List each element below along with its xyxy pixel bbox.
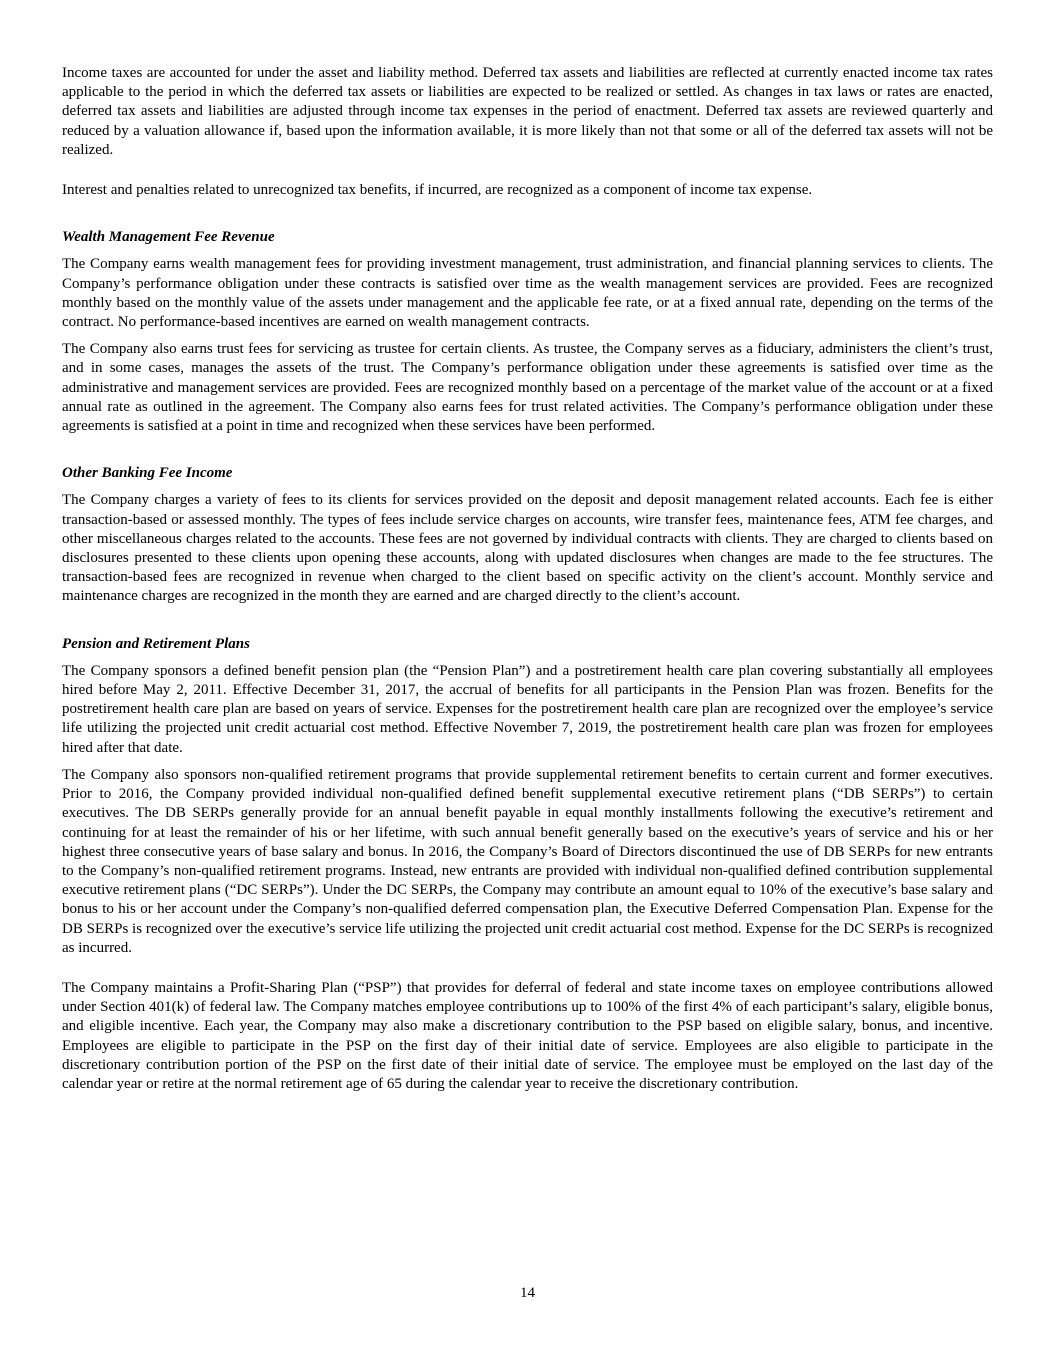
interest-penalties-paragraph: Interest and penalties related to unrecognized tax benefits, if incurred, are recognized as a component of income tax expense. bbox=[62, 182, 813, 199]
wealth-management-paragraph: The Company earns wealth management fees for providing investment management, trust administration, and financial planning services to clients. The Company’s performance obligation under these contracts is satisfied over time as the wealth management services are provided. Fees are recognized monthly based on the monthly value of the assets under management and the applicable fee rate, or at a fixed annual rate, depending on the terms of the contract. No performance-based incentives are earned on wealth management contracts. bbox=[62, 256, 993, 331]
page-number: 14 bbox=[520, 1285, 535, 1301]
pension-heading: Pension and Retirement Plans bbox=[62, 635, 250, 652]
profit-sharing-paragraph: The Company maintains a Profit-Sharing Plan (“PSP”) that provides for deferral of federal and state income taxes on employee contributions allowed under Section 401(k) of federal law. The Company matches employee contributions up to 100% of the first 4% of each participant’s salary, eligible bonus, and eligible incentive. Each year, the Company may also make a discretionary contribution to the PSP based on eligible salary, bonus, and incentive. Employees are eligible to participate in the PSP on the first day of their initial date of service. Employees are also eligible to participate in the discretionary contribution portion of the PSP on the first date of their initial date of service. The employee must be employed on the last day of the calendar year or retire at the normal retirement age of 65 during the calendar year to receive the discretionary contribution. bbox=[62, 979, 993, 1092]
other-banking-heading: Other Banking Fee Income bbox=[62, 465, 233, 482]
trust-fees-paragraph: The Company also earns trust fees for servicing as trustee for certain clients. As trustee, the Company serves as a fiduciary, administers the client’s trust, and in some cases, manages the assets of the trust. The Company’s performance obligation under these agreements is satisfied over time as the administrative and management services are provided. Fees are recognized monthly based on a percentage of the market value of the account or at a fixed annual rate as outlined in the agreement. The Company also earns fees for trust related activities. The Company’s performance obligation under these agreements is satisfied at a point in time and recognized when these services have been performed. bbox=[62, 341, 993, 435]
other-banking-paragraph: The Company charges a variety of fees to its clients for services provided on the deposit and deposit management related accounts. Each fee is either transaction-based or assessed monthly. The types of fees include service charges on accounts, wire transfer fees, maintenance fees, ATM fee charges, and other miscellaneous charges related to the accounts. These fees are not governed by individual contracts with clients. They are charged to clients based on disclosures presented to these clients upon opening these accounts, along with updated disclosures when changes are made to the fee structures. The transaction-based fees are recognized in revenue when charged to the client based on specific activity on the client’s account. Monthly service and maintenance charges are recognized in the month they are earned and are charged directly to the client’s account. bbox=[62, 492, 993, 605]
document-page bbox=[62, 64, 993, 1094]
serp-paragraph: The Company also sponsors non-qualified retirement programs that provide supplemental retirement benefits to certain current and former executives. Prior to 2016, the Company provided individual non-qualified defined benefit supplemental executive retirement plans (“DB SERPs”) to certain executives. The DB SERPs generally provide for an annual benefit payable in equal monthly installments following the executive’s retirement and continuing for at least the remainder of his or her lifetime, with such annual benefit generally based on the executive’s years of service and his or her highest three consecutive years of base salary and bonus. In 2016, the Company’s Board of Directors discontinued the use of DB SERPs for new entrants to the Company’s non-qualified retirement programs. Instead, new entrants are provided with individual non-qualified defined contribution supplemental executive retirement plans (“DC SERPs”). Under the DC SERPs, the Company may contribute an amount equal to 10% of the executive’s base salary and bonus to his or her account under the Company’s non-qualified deferred compensation plan, the Executive Deferred Compensation Plan. Expense for the DB SERPs is recognized over the executive’s service life utilizing the projected unit credit actuarial cost method. Expense for the DC SERPs is recognized as incurred. bbox=[62, 766, 993, 956]
wealth-management-heading: Wealth Management Fee Revenue bbox=[62, 229, 275, 246]
pension-plan-paragraph: The Company sponsors a defined benefit pension plan (the “Pension Plan”) and a postretirement health care plan covering substantially all employees hired before May 2, 2011. Effective December 31, 2017, the accrual of benefits for all participants in the Pension Plan was frozen. Benefits for the postretirement health care plan are based on years of service. Expenses for the postretirement health care plan are recognized over the employee’s service life utilizing the projected unit credit actuarial cost method. Effective November 7, 2019, the postretirement health care plan was frozen for employees hired after that date. bbox=[62, 662, 993, 756]
income-taxes-paragraph: Income taxes are accounted for under the asset and liability method. Deferred tax assets and liabilities are reflected at currently enacted income tax rates applicable to the period in which the deferred tax assets or liabilities are expected to be realized or settled. As changes in tax laws or rates are enacted, deferred tax assets and liabilities are adjusted through income tax expenses in the period of enactment. Deferred tax assets are reviewed quarterly and reduced by a valuation allowance if, based upon the information available, it is more likely than not that some or all of the deferred tax assets will not be realized. bbox=[62, 65, 993, 158]
